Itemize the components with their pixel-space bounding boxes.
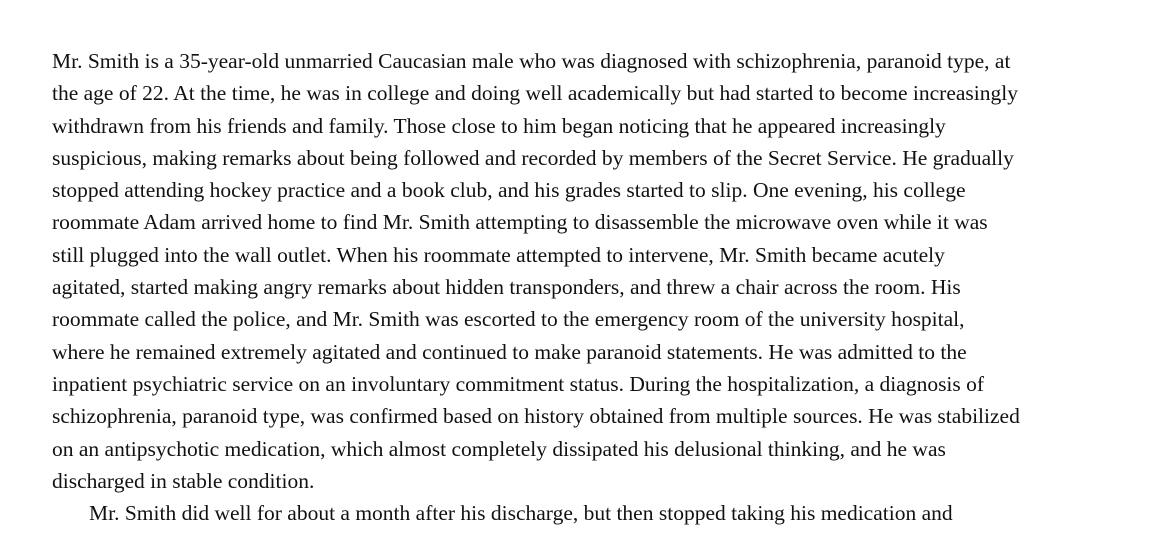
text-line-5: stopped attending hockey practice and a book club, and his grades started to slip. One evening, his college (52, 178, 966, 203)
text-line-3: withdrawn from his friends and family. Those close to him began noticing that he appeared increasingly (52, 113, 946, 138)
text-line-1: Mr. Smith is a 35-year-old unmarried Caucasian male who was diagnosed with schizophrenia, paranoid type, at (52, 49, 1011, 73)
paragraph-1 (52, 45, 1132, 497)
text-line-9: roommate called the police, and Mr. Smith was escorted to the emergency room of the university hospital, (52, 307, 965, 332)
text-line-6: roommate Adam arrived home to find Mr. Smith attempting to disassemble the microwave oven while it was (52, 210, 988, 235)
document-page (52, 45, 1132, 529)
text-line-7: still plugged into the wall outlet. When his roommate attempted to intervene, Mr. Smith became acutely (52, 242, 945, 267)
paragraph-2 (52, 497, 1132, 529)
text-line-11: inpatient psychiatric service on an involuntary commitment status. During the hospitalization, a diagnosis of (52, 371, 985, 396)
text-line-14: discharged in stable condition. (52, 468, 315, 493)
text-line-12: schizophrenia, paranoid type, was confirmed based on history obtained from multiple sources. He was stabilized (52, 404, 1020, 429)
text-line-8: agitated, started making angry remarks about hidden transponders, and threw a chair across the room. His (52, 275, 961, 300)
text-line-13: on an antipsychotic medication, which almost completely dissipated his delusional thinking, and he was (52, 436, 946, 461)
text-line-10: where he remained extremely agitated and continued to make paranoid statements. He was admitted to the (52, 339, 967, 364)
text-line-15: Mr. Smith did well for about a month after his discharge, but then stopped taking his medication and (89, 501, 953, 526)
text-line-4: suspicious, making remarks about being followed and recorded by members of the Secret Service. He gradually (52, 145, 1014, 170)
text-line-2: the age of 22. At the time, he was in college and doing well academically but had started to become increasingly (52, 81, 1018, 106)
